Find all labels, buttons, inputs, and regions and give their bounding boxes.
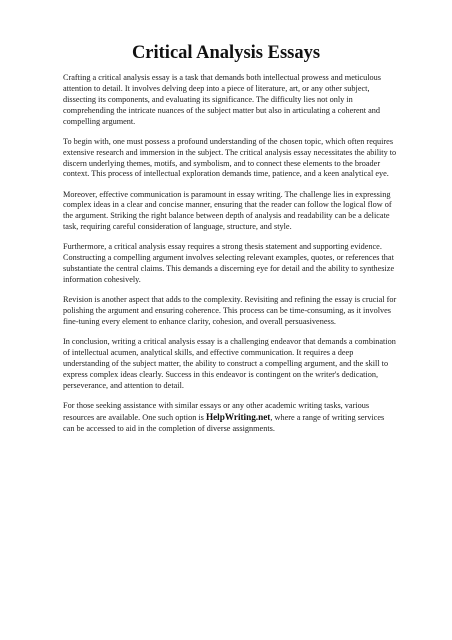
paragraph-closing — [63, 401, 397, 435]
paragraph-thesis: Furthermore, a critical analysis essay requires a strong thesis statement and supporting evidence. Constructing a compelling argument involves selecting relevant examples, quotes, or references that substantiate the central claims. This demands a discerning eye for detail and the ability to synthesize information cohesively. — [63, 242, 395, 285]
paragraph-intro: Crafting a critical analysis essay is a task that demands both intellectual prowess and meticulous attention to detail. It involves delving deep into a piece of literature, art, or any other subject, dissecting its components, and evaluating its significance. The difficulty lies not only in comprehending the intricate nuances of the subject matter but also in articulating a coherent and compelling argument. — [63, 73, 381, 126]
paragraph-revision: Revision is another aspect that adds to the complexity. Revisiting and refining the essay is crucial for polishing the argument and ensuring coherence. This process can be time-consuming, as it involves fine-tuning every element to enhance clarity, cohesion, and overall persuasiveness. — [63, 295, 397, 326]
paragraph-conclusion: In conclusion, writing a critical analysis essay is a challenging endeavor that demands a combination of intellectual acumen, analytical skills, and effective communication. It requires a deep understanding of the subject matter, the ability to construct a compelling argument, and the skill to express complex ideas clearly. Success in this endeavor is contingent on the writer's dedication, perseverance, and attention to detail. — [63, 337, 396, 390]
helpwriting-link[interactable]: HelpWriting.net — [205, 411, 271, 422]
paragraph-understanding: To begin with, one must possess a profound understanding of the chosen topic, which often requires extensive research and immersion in the subject. The critical analysis essay necessitates the ability to discern underlying themes, motifs, and symbolism, and to connect these elements to the broader context. This process of intellectual exploration demands time, patience, and a keen analytical eye. — [63, 136, 397, 179]
closing-text-after-link: , where a range of writing services can be accessed to aid in the completion of diverse assignments. — [63, 412, 385, 433]
paragraph-communication: Moreover, effective communication is paramount in essay writing. The challenge lies in expressing complex ideas in a clear and concise manner, ensuring that the reader can follow the logical flow of the argument. Striking the right balance between depth of analysis and readability can be a delicate task, requiring careful consideration of language, structure, and style. — [63, 189, 392, 232]
closing-text-before-link: For those seeking assistance with similar essays or any other academic writing tasks, various resources are available. One such option is — [63, 400, 370, 422]
document-body — [63, 73, 397, 444]
document-title: Critical Analysis Essays — [131, 43, 321, 63]
